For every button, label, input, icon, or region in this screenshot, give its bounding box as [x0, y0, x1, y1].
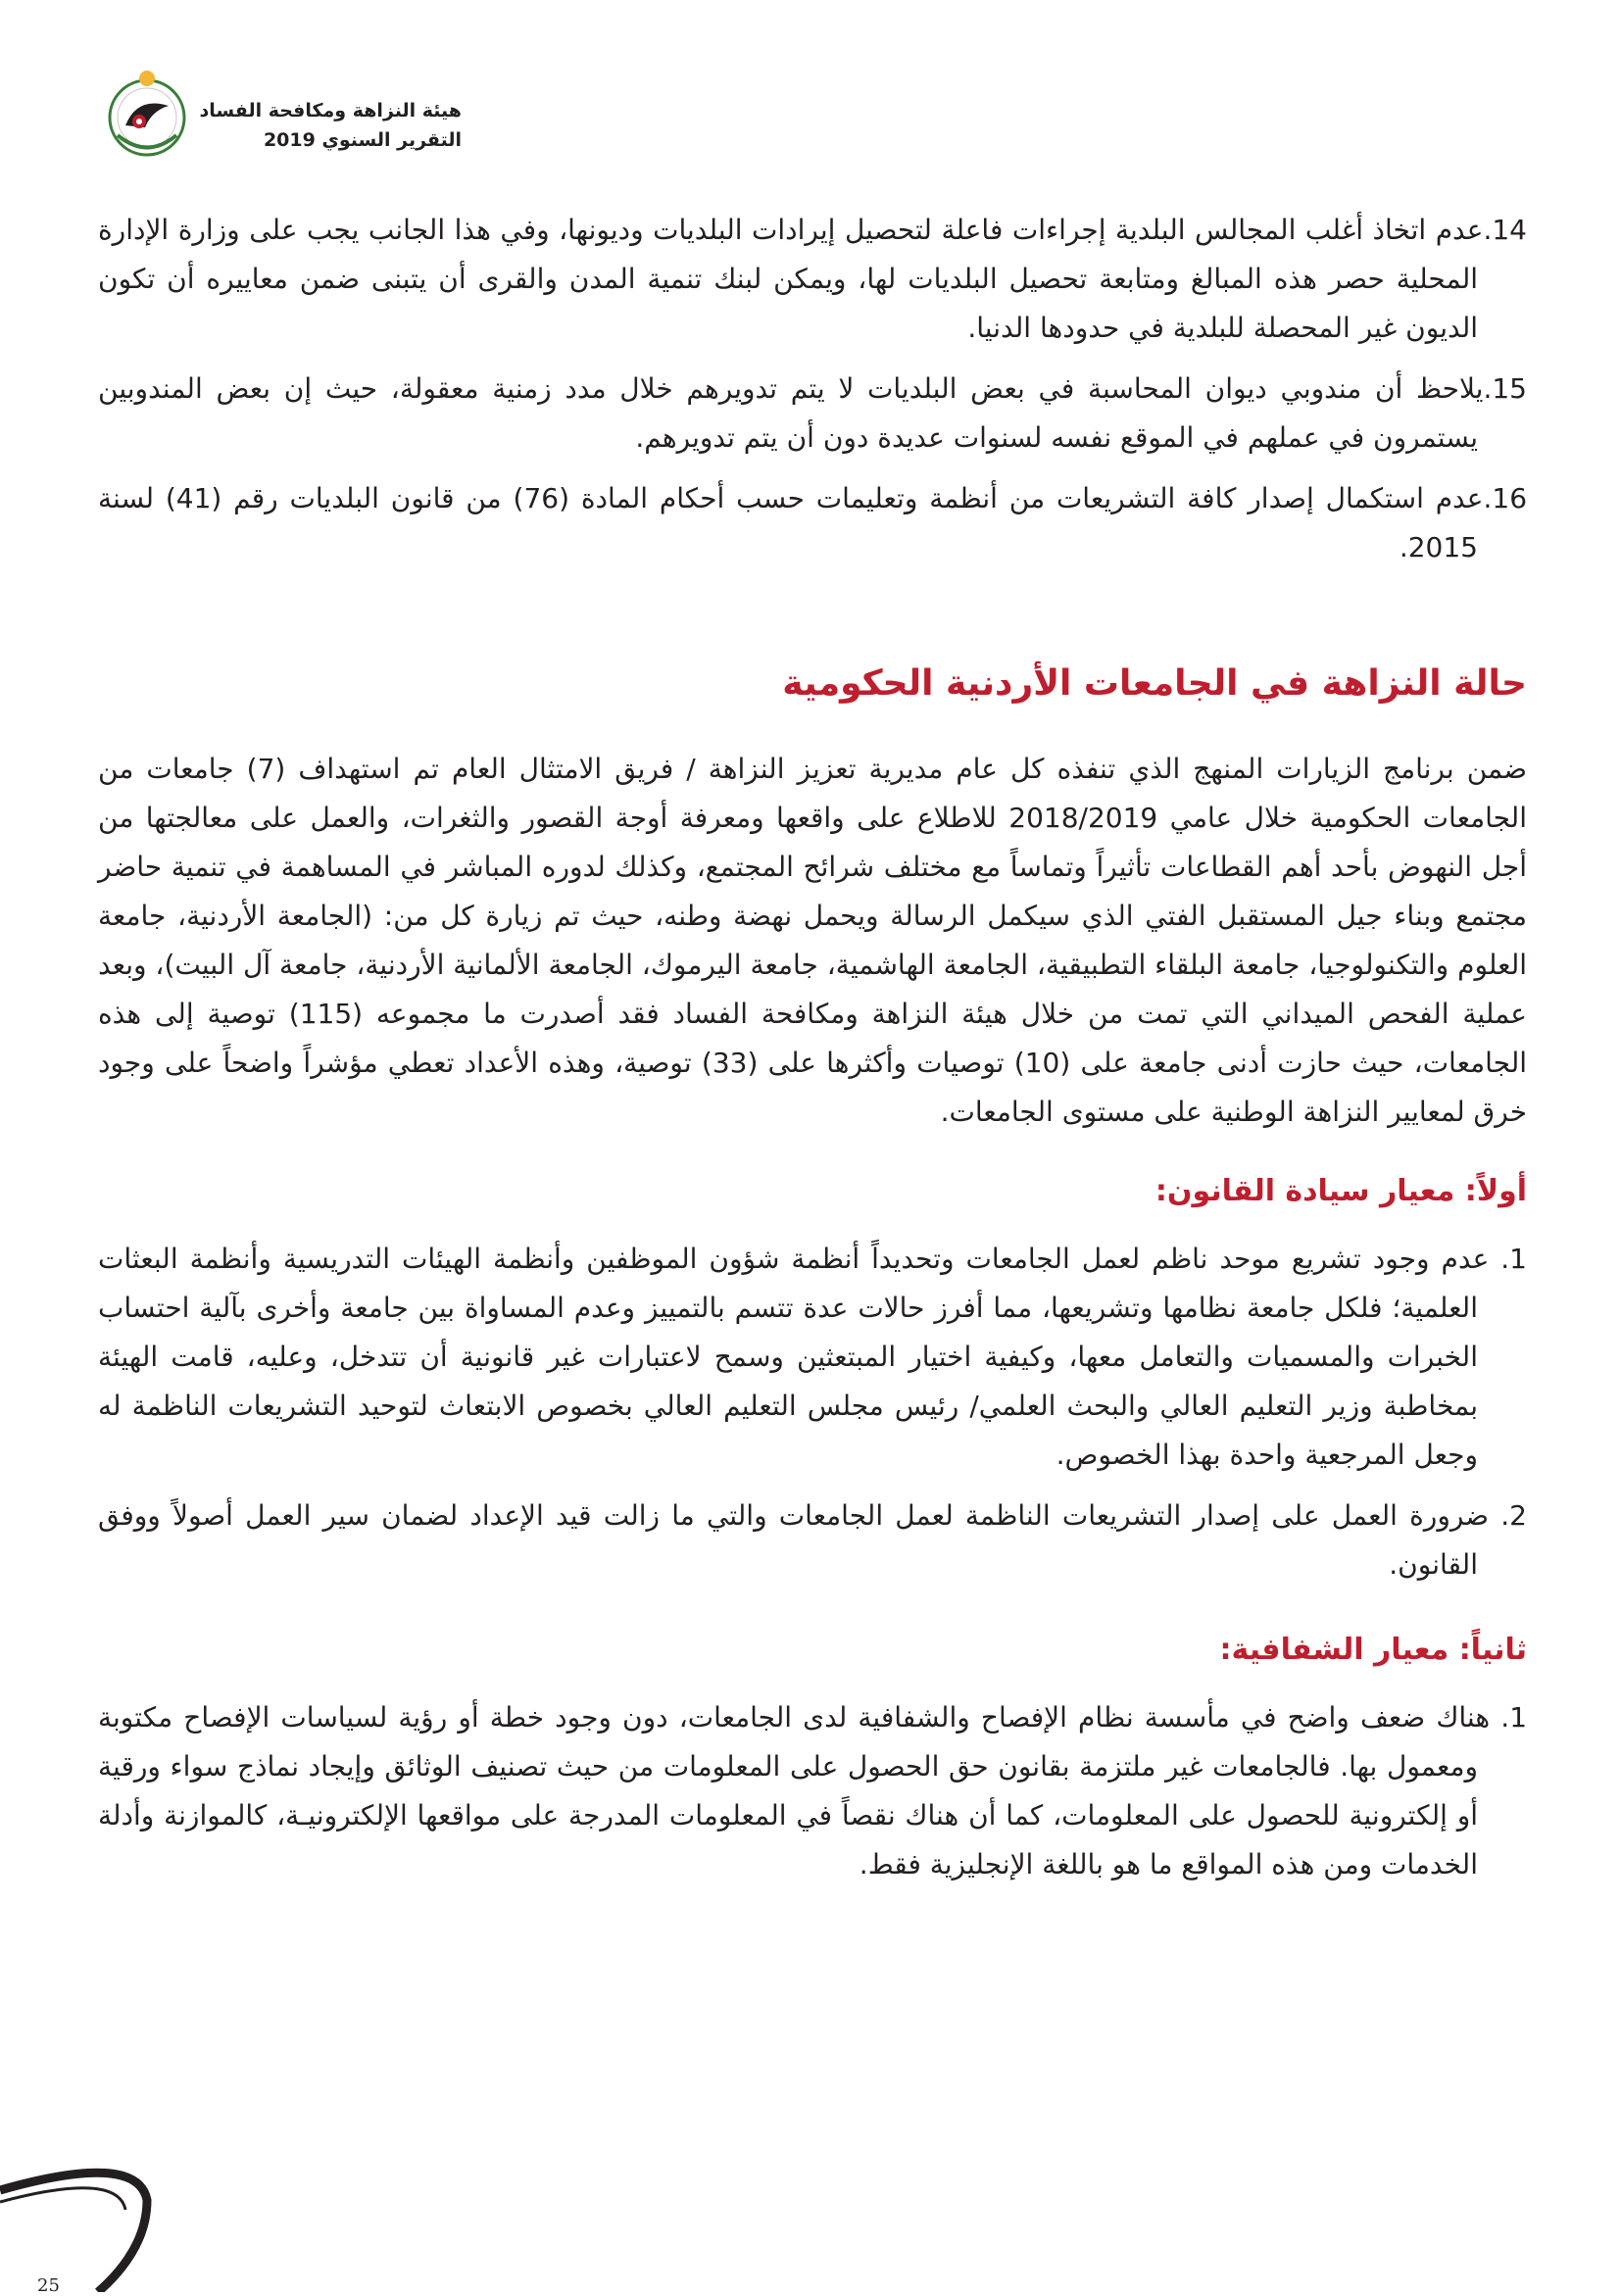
list-number: 16.: [1483, 482, 1528, 514]
list-number: 1.: [1500, 1701, 1528, 1734]
list-text: عدم استكمال إصدار كافة التشريعات من أنظمة وتعليمات حسب أحكام المادة (76) من قانون البلديات رقم (41) لسنة 2015.: [98, 482, 1484, 563]
rule-of-law-item-2: [98, 1491, 1527, 1589]
page-number: 25: [37, 2275, 60, 2296]
list-text: يلاحظ أن مندوبي ديوان المحاسبة في بعض البلديات لا يتم تدويرهم خلال مدد زمنية معقولة، حيث إن بعض المندوبين يستمرون في عملهم في الموقع نفسه لسنوات عديدة دون أن يتم تدويرهم.: [98, 372, 1484, 454]
list-number: 15.: [1483, 372, 1527, 405]
list-text: هناك ضعف واضح في مأسسة نظام الإفصاح والشفافية لدى الجامعات، دون وجود خطة أو رؤية لسياسات الإفصاح مكتوبة ومعمول بها. فالجامعات غير ملتزمة بقانون حق الحصول على المعلومات من حيث تصنيف الوثائق وإيجاد نماذج سواء ورقية أو إلكترونية للحصول على المعلومات، كما أن هناك نقصاً في المعلومات المدرجة على مواقعها الإلكترونيـة، كالموازنة وأدلة الخدمات ومن هذه المواقع ما هو باللغة الإنجليزية فقط.: [98, 1701, 1491, 1881]
list-item-14: [98, 206, 1527, 353]
list-number: 2.: [1500, 1499, 1527, 1532]
transparency-heading: ثانياً: معيار الشفافية:: [1219, 1633, 1527, 1667]
list-text: عدم اتخاذ أغلب المجالس البلدية إجراءات فاعلة لتحصيل إيرادات البلديات وديونها، وفي هذا الجانب يجب على وزارة الإدارة المحلية حصر هذه المبالغ ومتابعة تحصيل البلديات لها، ويمكن لبنك تنمية المدن والقرى أن يتبنى ضمن معاييره أن تكون الديون غير المحصلة للبلدية في حدودها الدنيا.: [98, 214, 1484, 344]
list-text: ضرورة العمل على إصدار التشريعات الناظمة لعمل الجامعات والتي ما زالت قيد الإعداد لضمان سير العمل أصولاً ووفق القانون.: [98, 1499, 1490, 1581]
list-text: عدم وجود تشريع موحد ناظم لعمل الجامعات وتحديداً أنظمة شؤون الموظفين وأنظمة الهيئات التدريسية وأنظمة البعثات العلمية؛ فلكل جامعة نظامها وتشريعها، مما أفرز حالات عدة تتسم بالتمييز وعدم المساواة بين جامعة وأخرى بآلية احتساب الخبرات والمسميات والتعامل معها، وكيفية اختيار المبتعثين وسمح لاعتبارات غير قانونية أن تتدخل، وعليه، قامت الهيئة بمخاطبة وزير التعليم العالي والبحث العلمي/ رئيس مجلس التعليم العالي بخصوص الابتعاث لتوحيد التشريعات الناظمة له وجعل المرجعية واحدة بهذا الخصوص.: [98, 1243, 1490, 1471]
rule-of-law-heading: أولاً: معيار سيادة القانون:: [1154, 1174, 1527, 1208]
list-item-15: [98, 365, 1527, 463]
header: [168, 96, 462, 155]
transparency-item-1: [98, 1693, 1527, 1889]
list-number: 14.: [1483, 214, 1527, 246]
list-number: 1.: [1500, 1243, 1527, 1275]
list-item-16: [98, 474, 1527, 572]
report-title: التقرير السنوي 2019: [263, 129, 462, 151]
section-title: حالة النزاهة في الجامعات الأردنية الحكومية: [782, 663, 1527, 704]
org-name: هيئة النزاهة ومكافحة الفساد: [199, 100, 462, 122]
intro-paragraph: ضمن برنامج الزيارات المنهج الذي تنفذه كل عام مديرية تعزيز النزاهة / فريق الامتثال العام تم استهداف (7) جامعات من الجامعات الحكومية خلال عامي 2018/2019 للاطلاع على واقعها ومعرفة أوجة القصور والثغرات، والعمل على معالجتها من أجل النهوض بأحد أهم القطاعات تأثيراً وتماساً مع مختلف شرائح المجتمع، وكذلك لدوره المباشر في المساهمة في تنمية حاضر مجتمع وبناء جيل المستقبل الفتي الذي سيكمل الرسالة ويحمل نهضة وطنه، حيث تم زيارة كل من: (الجامعة الأردنية، جامعة العلوم والتكنولوجيا، جامعة البلقاء التطبيقية، الجامعة الهاشمية، جامعة اليرموك، الجامعة الألمانية الأردنية، جامعة آل البيت)، وبعد عملية الفحص الميداني التي تمت من خلال هيئة النزاهة ومكافحة الفساد فقد أصدرت ما مجموعه (115) توصية إلى هذه الجامعات، حيث حازت أدنى جامعة على (10) توصيات وأكثرها على (33) توصية، وهذه الأعداد تعطي مؤشراً واضحاً على وجود خرق لمعايير النزاهة الوطنية على مستوى الجامعات.: [98, 753, 1528, 1128]
main-content: [98, 206, 1527, 1901]
decorative-swoosh-icon: [0, 2161, 196, 2292]
rule-of-law-item-1: [98, 1235, 1527, 1480]
